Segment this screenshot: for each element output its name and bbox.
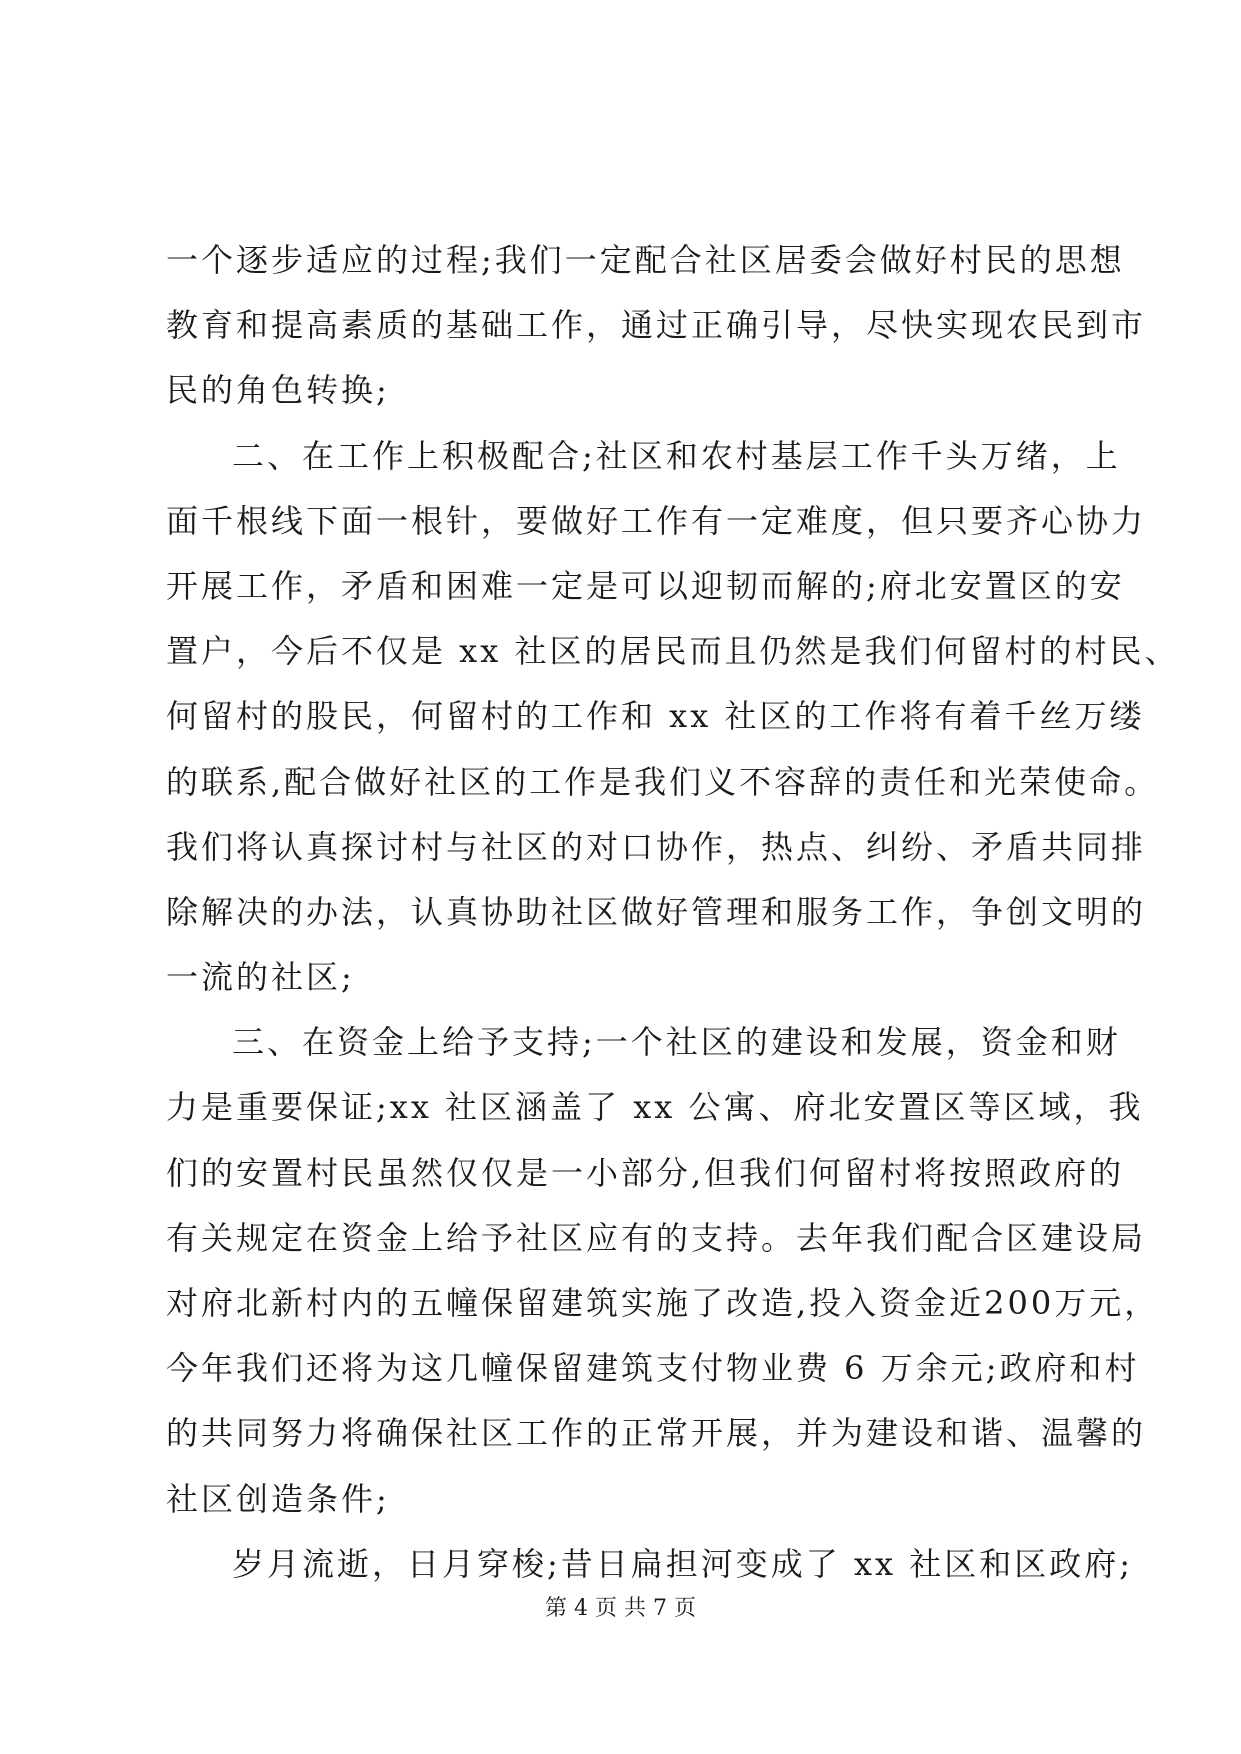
text-line: 的联系,配合做好社区的工作是我们义不容辞的责任和光荣使命。 — [166, 762, 1160, 801]
text-line: 对府北新村内的五幢保留建筑实施了改造,投入资金近200万元， — [166, 1284, 1160, 1322]
text-line: 今年我们还将为这几幢保留建筑支付物业费 6 万余元;政府和村 — [166, 1349, 1140, 1388]
section-three-heading-line: 三、在资金上给予支持;一个社区的建设和发展，资金和财 — [232, 1023, 1121, 1062]
text-line: 有关规定在资金上给予社区应有的支持。去年我们配合区建设局 — [166, 1218, 1147, 1257]
text-line: 民的角色转换; — [166, 371, 390, 410]
text-line: 何留村的股民，何留村的工作和 xx 社区的工作将有着千丝万缕 — [166, 697, 1145, 736]
text-line: 一流的社区; — [166, 958, 355, 997]
text-line: 社区创造条件; — [166, 1479, 390, 1518]
text-line: 一个逐步适应的过程;我们一定配合社区居委会做好村民的思想 — [166, 241, 1125, 279]
text-line: 力是重要保证;xx 社区涵盖了 xx 公寓、府北安置区等区域，我 — [166, 1088, 1144, 1127]
text-line: 我们将认真探讨村与社区的对口协作，热点、纠纷、矛盾共同排 — [166, 827, 1147, 866]
text-line: 们的安置村民虽然仅仅是一小部分,但我们何留村将按照政府的 — [166, 1153, 1125, 1192]
text-line: 除解决的办法，认真协助社区做好管理和服务工作，争创文明的 — [166, 892, 1147, 931]
page-number-footer: 第 4 页 共 7 页 — [545, 1596, 696, 1621]
text-line: 开展工作，矛盾和困难一定是可以迎韧而解的;府北安置区的安 — [166, 566, 1125, 605]
text-line: 面千根线下面一根针，要做好工作有一定难度，但只要齐心协力 — [166, 501, 1147, 540]
closing-paragraph-line: 岁月流逝，日月穿梭;昔日扁担河变成了 xx 社区和区政府; — [232, 1544, 1134, 1583]
text-line: 置户，今后不仅是 xx 社区的居民而且仍然是我们何留村的村民、 — [166, 632, 1180, 671]
body-text — [166, 228, 1180, 1597]
section-two-heading-line: 二、在工作上积极配合;社区和农村基层工作千头万绪，上 — [232, 436, 1121, 475]
text-line: 的共同努力将确保社区工作的正常开展，并为建设和谐、温馨的 — [166, 1414, 1147, 1453]
text-line: 教育和提高素质的基础工作，通过正确引导，尽快实现农民到市 — [166, 306, 1147, 345]
